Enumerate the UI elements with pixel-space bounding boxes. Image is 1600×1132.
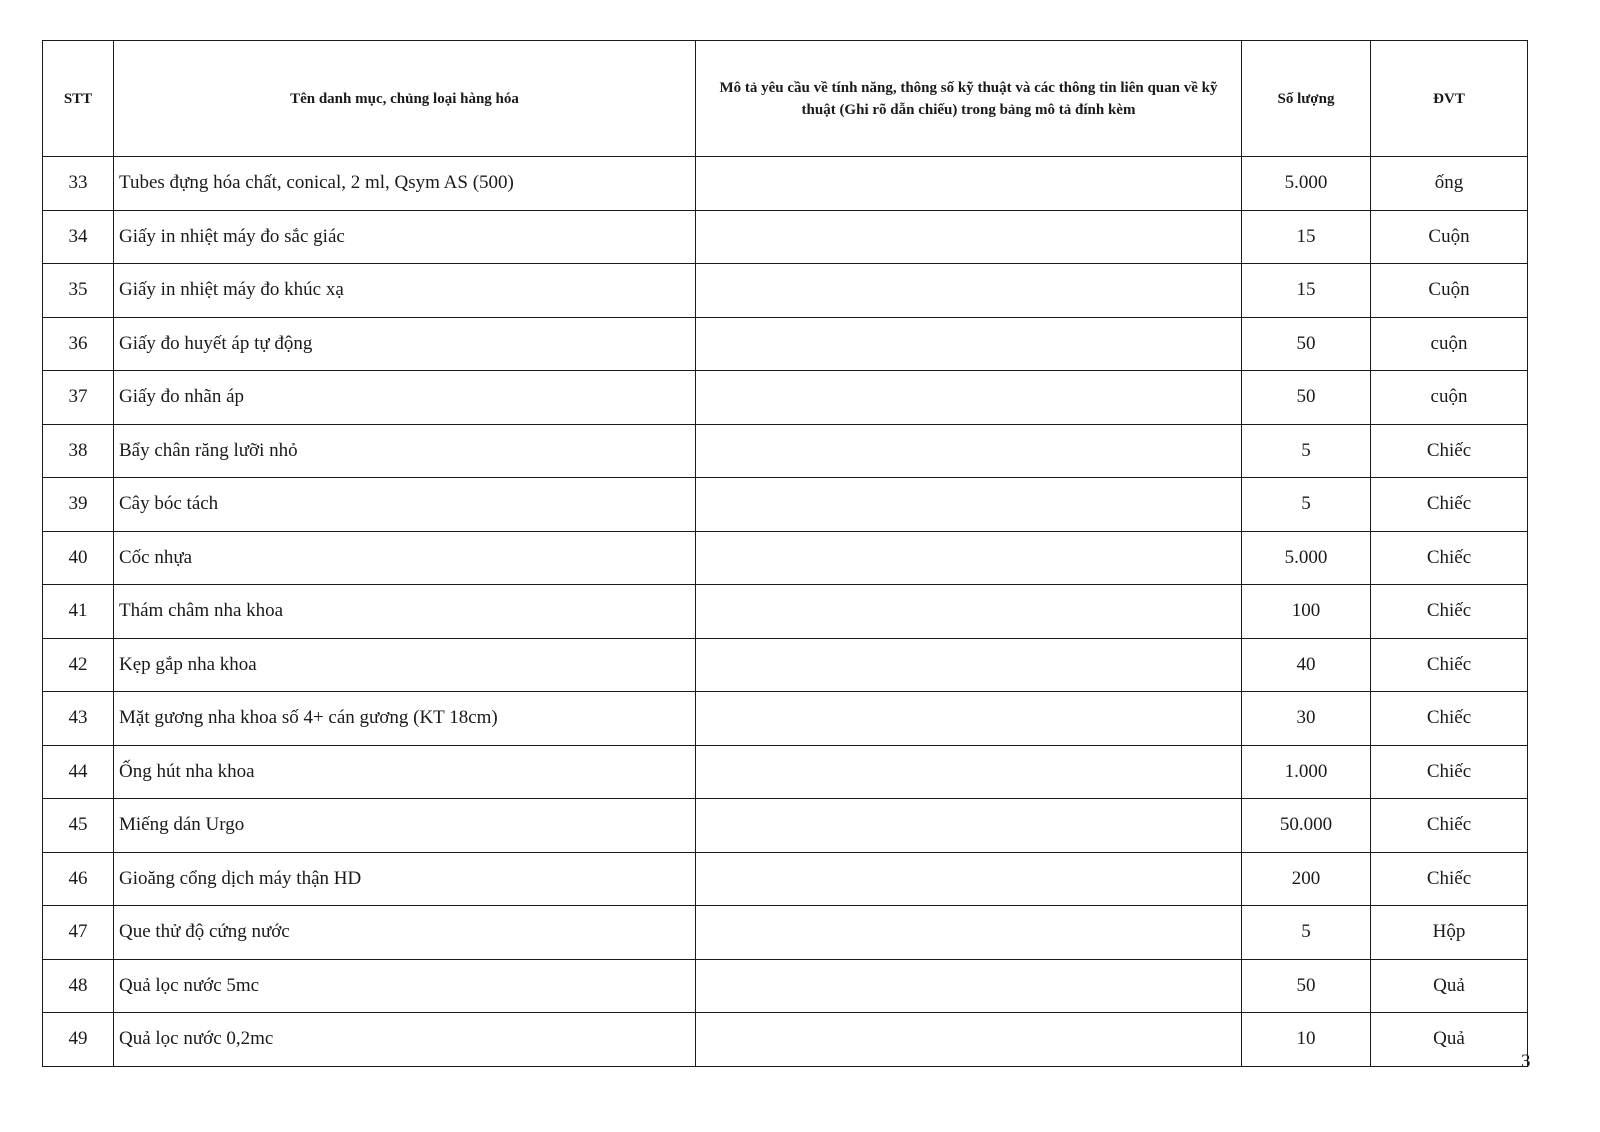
cell-quantity: 10: [1242, 1013, 1371, 1067]
cell-description: [696, 317, 1242, 371]
cell-stt: 33: [43, 157, 114, 211]
header-unit: ĐVT: [1371, 41, 1528, 157]
table-row: [43, 210, 1528, 264]
table-row: [43, 317, 1528, 371]
cell-description: [696, 210, 1242, 264]
cell-name: Quả lọc nước 0,2mc: [114, 1013, 696, 1067]
cell-stt: 39: [43, 478, 114, 532]
cell-unit: Cuộn: [1371, 264, 1528, 318]
cell-stt: 37: [43, 371, 114, 425]
cell-description: [696, 906, 1242, 960]
cell-unit: Chiếc: [1371, 585, 1528, 639]
header-name: Tên danh mục, chủng loại hàng hóa: [114, 41, 696, 157]
cell-unit: Chiếc: [1371, 745, 1528, 799]
cell-quantity: 100: [1242, 585, 1371, 639]
table-row: [43, 264, 1528, 318]
table-row: [43, 371, 1528, 425]
cell-description: [696, 799, 1242, 853]
table-row: [43, 799, 1528, 853]
cell-description: [696, 531, 1242, 585]
cell-stt: 45: [43, 799, 114, 853]
cell-name: Giấy in nhiệt máy đo khúc xạ: [114, 264, 696, 318]
table-row: [43, 531, 1528, 585]
cell-quantity: 50.000: [1242, 799, 1371, 853]
cell-quantity: 50: [1242, 317, 1371, 371]
cell-quantity: 5: [1242, 478, 1371, 532]
cell-quantity: 5.000: [1242, 157, 1371, 211]
cell-description: [696, 692, 1242, 746]
header-quantity: Số lượng: [1242, 41, 1371, 157]
cell-unit: Chiếc: [1371, 799, 1528, 853]
cell-unit: Chiếc: [1371, 638, 1528, 692]
cell-unit: Chiếc: [1371, 424, 1528, 478]
cell-unit: Chiếc: [1371, 692, 1528, 746]
cell-unit: Hộp: [1371, 906, 1528, 960]
cell-unit: Chiếc: [1371, 478, 1528, 532]
cell-stt: 44: [43, 745, 114, 799]
cell-quantity: 5: [1242, 424, 1371, 478]
cell-stt: 49: [43, 1013, 114, 1067]
cell-description: [696, 264, 1242, 318]
cell-quantity: 5: [1242, 906, 1371, 960]
cell-description: [696, 745, 1242, 799]
cell-quantity: 15: [1242, 210, 1371, 264]
cell-stt: 38: [43, 424, 114, 478]
table-row: [43, 1013, 1528, 1067]
cell-description: [696, 638, 1242, 692]
cell-unit: ống: [1371, 157, 1528, 211]
header-description: Mô tả yêu cầu về tính năng, thông số kỹ thuật và các thông tin liên quan về kỹ thuật (Ghi rõ dẫn chiếu) trong bảng mô tả đính kèm: [696, 41, 1242, 157]
cell-unit: Chiếc: [1371, 531, 1528, 585]
table-row: [43, 638, 1528, 692]
table-row: [43, 745, 1528, 799]
page-number: 3: [1521, 1051, 1531, 1072]
cell-description: [696, 371, 1242, 425]
cell-name: Giấy đo huyết áp tự động: [114, 317, 696, 371]
table-row: [43, 478, 1528, 532]
cell-quantity: 50: [1242, 371, 1371, 425]
header-row: [43, 41, 1528, 157]
cell-name: Giấy đo nhãn áp: [114, 371, 696, 425]
table-row: [43, 692, 1528, 746]
cell-stt: 36: [43, 317, 114, 371]
cell-name: Ống hút nha khoa: [114, 745, 696, 799]
table-body: [43, 157, 1528, 1067]
cell-quantity: 30: [1242, 692, 1371, 746]
cell-unit: Chiếc: [1371, 852, 1528, 906]
cell-quantity: 40: [1242, 638, 1371, 692]
header-stt: STT: [43, 41, 114, 157]
cell-quantity: 1.000: [1242, 745, 1371, 799]
table-row: [43, 157, 1528, 211]
cell-name: Que thử độ cứng nước: [114, 906, 696, 960]
cell-name: Bẩy chân răng lưỡi nhỏ: [114, 424, 696, 478]
cell-name: Miếng dán Urgo: [114, 799, 696, 853]
cell-description: [696, 852, 1242, 906]
cell-unit: Quả: [1371, 1013, 1528, 1067]
cell-quantity: 5.000: [1242, 531, 1371, 585]
cell-description: [696, 959, 1242, 1013]
cell-name: Kẹp gắp nha khoa: [114, 638, 696, 692]
cell-name: Cốc nhựa: [114, 531, 696, 585]
cell-name: Tubes đựng hóa chất, conical, 2 ml, Qsym AS (500): [114, 157, 696, 211]
cell-name: Quả lọc nước 5mc: [114, 959, 696, 1013]
cell-unit: Quả: [1371, 959, 1528, 1013]
cell-description: [696, 478, 1242, 532]
cell-name: Cây bóc tách: [114, 478, 696, 532]
cell-stt: 42: [43, 638, 114, 692]
cell-name: Giấy in nhiệt máy đo sắc giác: [114, 210, 696, 264]
table-row: [43, 852, 1528, 906]
cell-unit: cuộn: [1371, 371, 1528, 425]
cell-unit: cuộn: [1371, 317, 1528, 371]
cell-stt: 48: [43, 959, 114, 1013]
goods-table: [42, 40, 1528, 1067]
cell-stt: 43: [43, 692, 114, 746]
cell-name: Thám châm nha khoa: [114, 585, 696, 639]
cell-unit: Cuộn: [1371, 210, 1528, 264]
cell-name: Mặt gương nha khoa số 4+ cán gương (KT 18cm): [114, 692, 696, 746]
cell-description: [696, 424, 1242, 478]
table-row: [43, 424, 1528, 478]
cell-quantity: 50: [1242, 959, 1371, 1013]
table-row: [43, 959, 1528, 1013]
cell-description: [696, 1013, 1242, 1067]
table-header: [43, 41, 1528, 157]
cell-name: Gioăng cổng dịch máy thận HD: [114, 852, 696, 906]
cell-description: [696, 157, 1242, 211]
cell-stt: 47: [43, 906, 114, 960]
cell-stt: 40: [43, 531, 114, 585]
table-row: [43, 585, 1528, 639]
table-row: [43, 906, 1528, 960]
cell-quantity: 15: [1242, 264, 1371, 318]
cell-stt: 46: [43, 852, 114, 906]
cell-quantity: 200: [1242, 852, 1371, 906]
cell-stt: 34: [43, 210, 114, 264]
cell-description: [696, 585, 1242, 639]
cell-stt: 41: [43, 585, 114, 639]
cell-stt: 35: [43, 264, 114, 318]
